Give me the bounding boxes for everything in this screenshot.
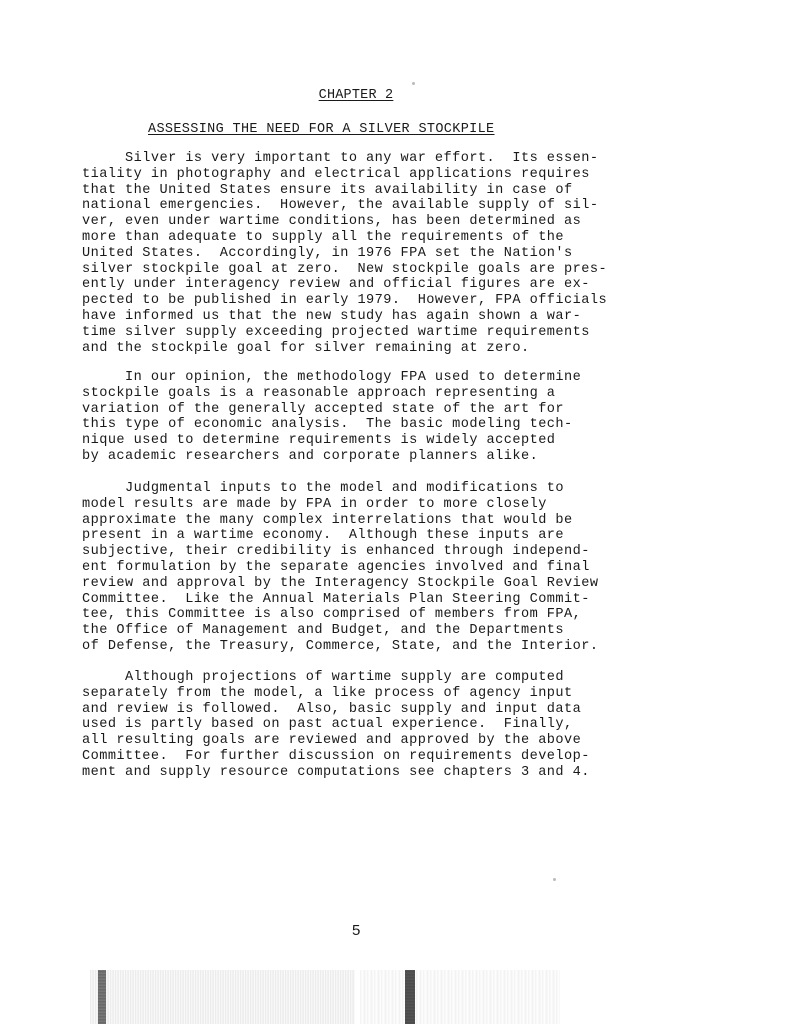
text-line: nique used to determine requirements is widely accepted (82, 433, 556, 449)
text-line: Committee. Like the Annual Materials Plan Steering Commit- (82, 591, 590, 607)
text-line: ent formulation by the separate agencies involved and final (82, 559, 590, 575)
text-line: ver, even under wartime conditions, has been determined as (82, 214, 582, 230)
text-line: Committee. For further discussion on requirements develop- (82, 748, 590, 764)
paragraph-4 (82, 670, 682, 781)
scan-binding-mark (405, 970, 415, 1024)
text-line: of Defense, the Treasury, Commerce, State, and the Interior. (82, 638, 599, 654)
text-line: Silver is very important to any war effort. Its essen- (82, 151, 599, 166)
text-line: approximate the many complex interrelations that would be (82, 512, 573, 528)
text-line: more than adequate to supply all the requirements of the (82, 229, 565, 245)
text-line: pected to be published in early 1979. However, FPA officials (82, 293, 608, 309)
text-line: all resulting goals are reviewed and approved by the above (82, 733, 582, 749)
text-line: ently under interagency review and official figures are ex- (82, 277, 590, 293)
scan-binding-mark (98, 970, 106, 1024)
text-line: separately from the model, a like process of agency input (82, 685, 573, 701)
paragraph-1 (82, 151, 682, 356)
text-line: this type of economic analysis. The basic modeling tech- (82, 417, 573, 433)
text-line: ment and supply resource computations see chapters 3 and 4. (82, 764, 590, 780)
scan-noise-artifact (90, 970, 355, 1024)
page-number: 5 (352, 922, 361, 939)
text-line: model results are made by FPA in order to more closely (82, 496, 547, 512)
chapter-heading: CHAPTER 2 (318, 88, 394, 103)
text-line: time silver supply exceeding projected wartime requirements (82, 324, 590, 340)
text-line: have informed us that the new study has again shown a war- (82, 308, 582, 324)
text-line: In our opinion, the methodology FPA used to determine (82, 370, 582, 385)
text-line: that the United States ensure its availability in case of (82, 182, 573, 198)
text-line: stockpile goals is a reasonable approach representing a (82, 385, 556, 401)
text-line: silver stockpile goal at zero. New stockpile goals are pres- (82, 261, 608, 277)
text-line: Judgmental inputs to the model and modifications to (82, 481, 565, 496)
scan-noise-artifact (360, 970, 560, 1024)
text-line: variation of the generally accepted state of the art for (82, 401, 565, 417)
scan-speck (553, 878, 556, 881)
text-line: and review is followed. Also, basic supply and input data (82, 701, 582, 717)
scan-speck (412, 82, 415, 85)
text-line: tee, this Committee is also comprised of members from FPA, (82, 607, 582, 623)
text-line: by academic researchers and corporate planners alike. (82, 448, 539, 464)
chapter-title: ASSESSING THE NEED FOR A SILVER STOCKPILE (148, 122, 495, 137)
text-line: national emergencies. However, the available supply of sil- (82, 198, 599, 214)
text-line: subjective, their credibility is enhanced through independ- (82, 544, 590, 560)
paragraph-3 (82, 481, 682, 655)
text-line: Although projections of wartime supply are computed (82, 670, 565, 685)
text-line: the Office of Management and Budget, and the Departments (82, 623, 565, 639)
text-line: and the stockpile goal for silver remaining at zero. (82, 340, 530, 356)
text-line: present in a wartime economy. Although these inputs are (82, 528, 565, 544)
text-line: tiality in photography and electrical applications requires (82, 166, 590, 182)
text-line: review and approval by the Interagency Stockpile Goal Review (82, 575, 599, 591)
text-line: United States. Accordingly, in 1976 FPA set the Nation's (82, 245, 573, 261)
paragraph-2 (82, 370, 682, 465)
text-line: used is partly based on past actual experience. Finally, (82, 717, 573, 733)
